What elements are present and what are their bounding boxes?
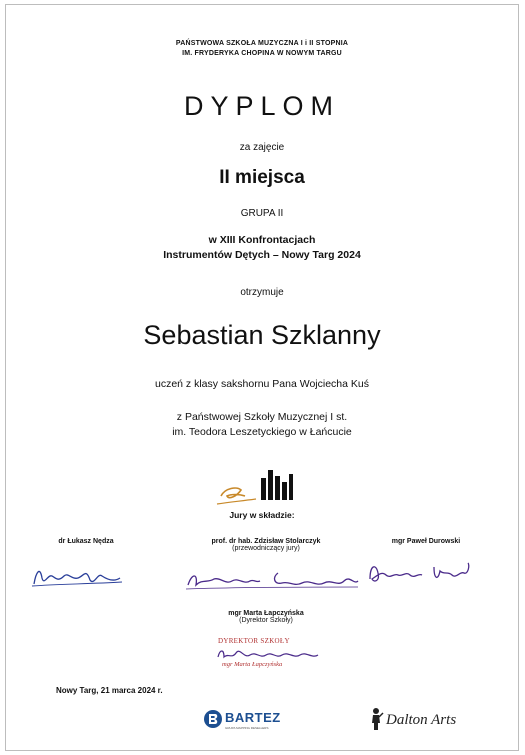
stamp-line-2: mgr Marta Łapczyńska <box>222 661 283 668</box>
bartez-tagline: GRUPA MAPPING RESELLERS <box>225 726 269 730</box>
origin-school <box>6 410 518 440</box>
group-label: GRUPA II <box>240 208 284 219</box>
jury-signature-1 <box>28 558 128 595</box>
place-award: II miejsca <box>219 167 305 188</box>
place-date: Nowy Targ, 21 marca 2024 r. <box>56 686 163 695</box>
director-role: (Dyrektor Szkoły) <box>239 617 293 624</box>
recipient-name: Sebastian Szklanny <box>143 320 381 350</box>
stamp-line-1: DYREKTOR SZKOŁY <box>218 637 290 645</box>
jury-member-1 <box>31 538 141 545</box>
jury-signature-2 <box>182 565 362 598</box>
class-info: uczeń z klasy sakshornu Pana Wojciecha Kuś <box>155 378 369 390</box>
school-header <box>6 39 518 59</box>
competition-line-1: w XIII Konfrontacjach <box>208 234 316 246</box>
origin-school-line-1: z Państwowej Szkoły Muzycznej I st. <box>176 411 348 423</box>
diploma-page <box>5 4 519 751</box>
bartez-mark-icon <box>203 709 223 729</box>
school-header-line-1: PAŃSTWOWA SZKOŁA MUZYCZNA I i II STOPNIA <box>175 40 349 47</box>
jury-member-2-name: prof. dr hab. Zdzisław Stolarczyk <box>211 538 321 545</box>
musician-figure-icon <box>368 707 384 731</box>
competition-name <box>6 233 518 263</box>
bartez-wordmark: BARTEZ <box>225 710 281 725</box>
dalton-wordmark: Dalton Arts <box>386 712 457 728</box>
director-stamp <box>214 635 324 675</box>
director-name: mgr Marta Łapczyńska <box>228 610 304 617</box>
jury-member-1-name: dr Łukasz Nędza <box>58 538 114 545</box>
director-block <box>186 610 346 624</box>
jury-label: Jury w składzie: <box>229 510 295 520</box>
jury-member-3-name: mgr Paweł Durowski <box>391 538 461 545</box>
bartez-logo <box>203 707 303 737</box>
receives-label: otrzymuje <box>240 287 284 298</box>
jury-member-2 <box>186 538 346 552</box>
jury-member-2-role: (przewodniczący jury) <box>232 545 300 552</box>
diploma-title: DYPLOM <box>183 91 341 121</box>
jury-signature-3 <box>364 557 474 592</box>
dalton-arts-logo <box>368 707 488 733</box>
festival-logo <box>211 466 306 511</box>
origin-school-line-2: im. Teodora Leszetyckiego w Łańcucie <box>172 426 352 438</box>
school-header-line-2: IM. FRYDERYKA CHOPINA W NOWYM TARGU <box>182 50 342 57</box>
competition-line-2: Instrumentów Dętych – Nowy Targ 2024 <box>163 249 361 261</box>
for-label: za zajęcie <box>239 142 285 153</box>
jury-member-3 <box>366 538 486 545</box>
